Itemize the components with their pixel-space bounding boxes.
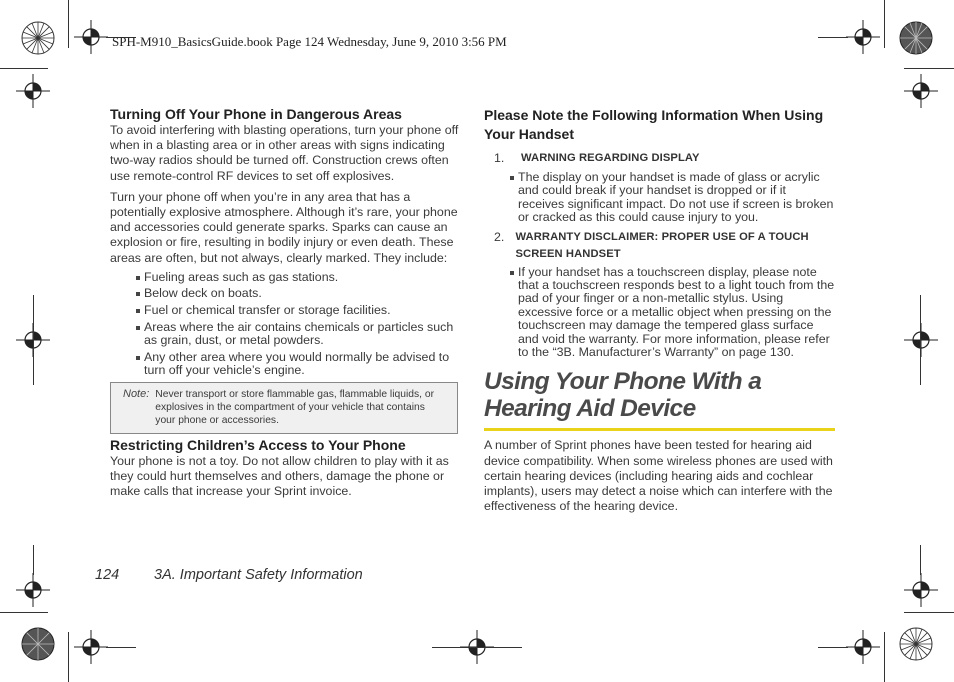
numbered-item — [494, 150, 835, 167]
trim-line — [884, 0, 885, 48]
trim-line — [904, 612, 954, 613]
bullet-list — [510, 266, 835, 360]
trim-line — [33, 295, 34, 385]
paragraph: To avoid interfering with blasting operations, turn your phone off when in a blasting area or in other areas with signs indicating two-way radios should be turned off. Construction crews often use remote-control RF devices to set off explosives. — [110, 123, 459, 183]
crosshair-mark — [74, 20, 108, 54]
right-column — [484, 106, 835, 514]
registration-mark-bottom-right — [898, 626, 934, 662]
crosshair-mark — [904, 573, 938, 607]
trim-line — [0, 68, 48, 69]
footer-section-title: 3A. Important Safety Information — [154, 567, 363, 583]
item-number: 2. — [494, 229, 505, 244]
registration-mark-top-left — [20, 20, 56, 56]
numbered-item — [494, 229, 835, 263]
chapter-title: Using Your Phone With a Hearing Aid Device — [484, 368, 762, 423]
bullet-list — [136, 271, 466, 378]
trim-line — [818, 647, 848, 648]
section-heading: Turning Off Your Phone in Dangerous Areas — [110, 106, 402, 122]
list-item: Fuel or chemical transfer or storage facilities. — [136, 304, 466, 318]
trim-line — [432, 647, 522, 648]
trim-line — [904, 68, 954, 69]
list-item: The display on your handset is made of glass or acrylic and could break if your handset is dropped or if it receives significant impact. Do not use if screen is broken or cracked as this could cause injury to you. — [510, 171, 835, 225]
crosshair-mark — [904, 74, 938, 108]
trim-line — [818, 37, 848, 38]
item-title: WARNING REGARDING DISPLAY — [521, 152, 700, 164]
paragraph: A number of Sprint phones have been tested for hearing aid device compatibility. When some wireless phones are used with certain hearing devices (including hearing aids and cochlear implants), users may detect a noise which can interfere with the effectiveness of the hearing device. — [484, 438, 833, 514]
trim-line — [68, 0, 69, 48]
list-item: Areas where the air contains chemicals or particles such as grain, dust, or metal powders. — [136, 321, 466, 348]
note-box — [110, 382, 458, 434]
list-item: If your handset has a touchscreen display, please note that a touchscreen responds best to a light touch from the pad of your finger or a non-metallic stylus. Using excessive force or a metallic object when pressing on the touchscreen may damage the tempered glass surface and void the warranty. For more information, please refer to the “3B. Manufacturer’s Warranty” on page 130. — [510, 266, 835, 360]
crosshair-mark — [16, 573, 50, 607]
trim-line — [920, 295, 921, 385]
section-heading: Restricting Children’s Access to Your Phone — [110, 436, 406, 453]
crosshair-mark — [846, 20, 880, 54]
trim-line — [920, 545, 921, 575]
trim-line — [106, 647, 136, 648]
trim-line — [68, 632, 69, 682]
page-number: 124 — [95, 567, 120, 583]
left-column — [110, 106, 466, 500]
registration-mark-top-right — [898, 20, 934, 56]
list-item: Below deck on boats. — [136, 287, 466, 301]
title-rule — [484, 428, 835, 431]
list-item: Any other area where you would normally be advised to turn off your vehicle’s engine. — [136, 351, 466, 378]
crosshair-mark — [904, 323, 938, 357]
note-label: Note: — [123, 387, 150, 400]
item-title: WARRANTY DISCLAIMER: PROPER USE OF A TOUCH SCREEN HANDSET — [515, 230, 809, 260]
list-item: Fueling areas such as gas stations. — [136, 271, 466, 285]
note-text: Never transport or store flammable gas, flammable liquids, or explosives in the compartment of your vehicle that contains your phone or accessories. — [155, 388, 434, 426]
crosshair-mark — [846, 630, 880, 664]
crosshair-mark — [74, 630, 108, 664]
print-header: SPH-M910_BasicsGuide.book Page 124 Wednesday, June 9, 2010 3:56 PM — [112, 34, 507, 49]
item-number: 1. — [494, 151, 505, 165]
trim-line — [884, 632, 885, 682]
trim-line — [33, 545, 34, 575]
bullet-list — [510, 171, 835, 225]
paragraph: Your phone is not a toy. Do not allow children to play with it as they could hurt themselves and others, damage the phone or make calls that increase your Sprint invoice. — [110, 453, 449, 499]
paragraph: Turn your phone off when you’re in any area that has a potentially explosive atmosphere. Although it’s rare, your phone and accessories could generate sparks. Sparks can cause an explosion or fire, resulting in bodily injury or even death. These areas are often, but not always, clearly marked. They include: — [110, 189, 458, 265]
registration-mark-bottom-left — [20, 626, 56, 662]
trim-line — [0, 612, 48, 613]
crosshair-mark — [16, 74, 50, 108]
section-heading: Please Note the Following Information When Using Your Handset — [484, 107, 824, 142]
